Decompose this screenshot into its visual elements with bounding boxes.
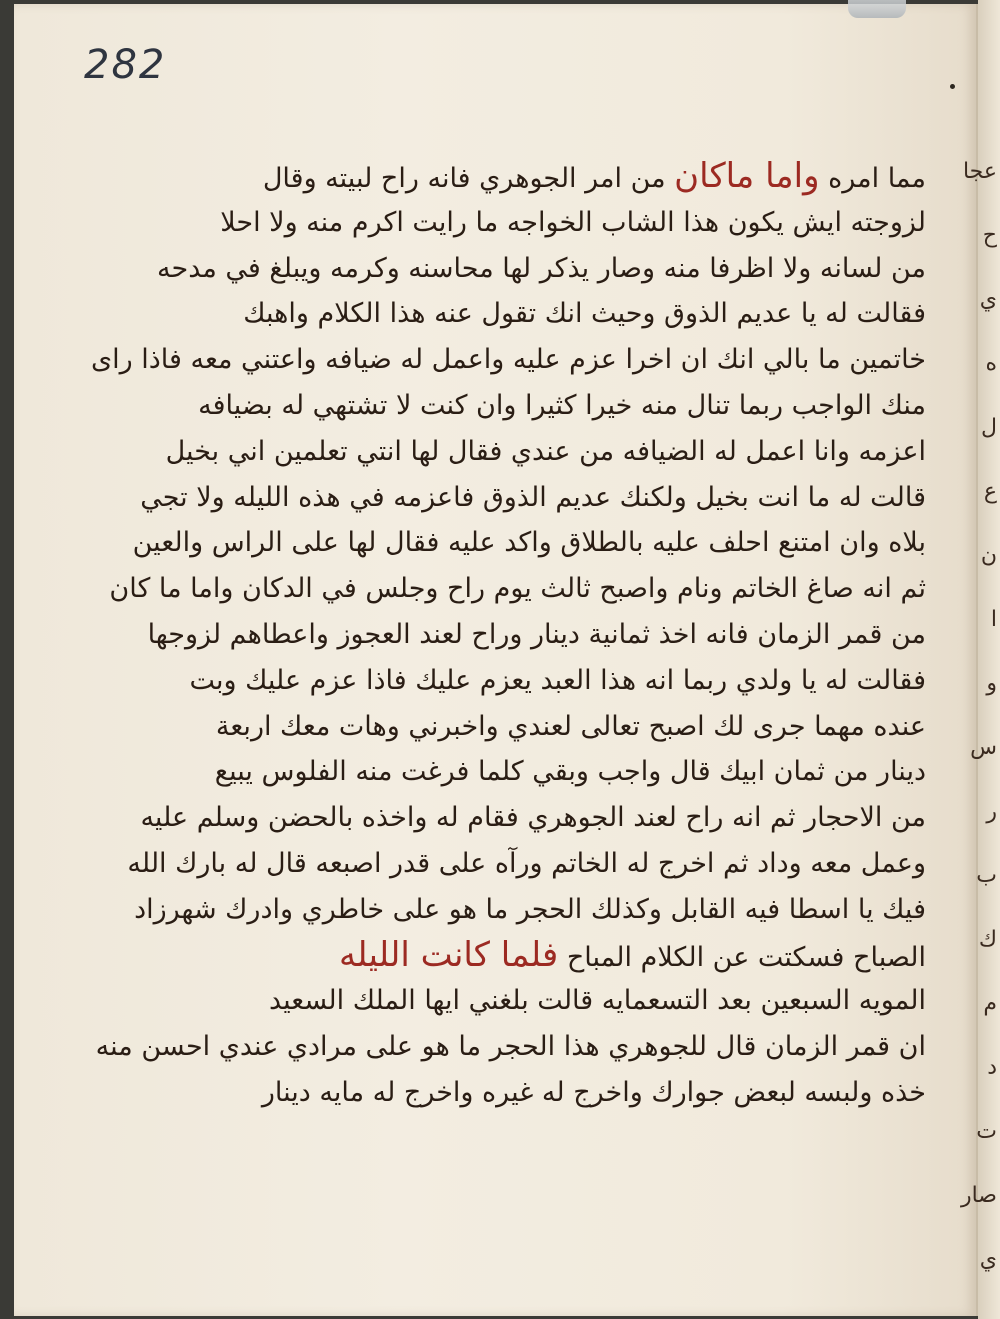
text-line: [147, 612, 926, 658]
text-block: [91, 154, 926, 1116]
rubric-heading: واما ماكان: [674, 156, 820, 196]
line-text: قالت له ما انت بخيل ولكنك عديم الذوق فاعزمه في هذه الليله ولا تجي: [140, 481, 926, 513]
text-line: [132, 520, 926, 566]
adjacent-fragment: ب: [976, 863, 997, 888]
text-line: [165, 429, 926, 475]
adjacent-fragment: و: [986, 671, 997, 696]
adjacent-fragment: س: [970, 735, 997, 760]
text-line: [140, 795, 926, 841]
text-line: [220, 200, 926, 246]
adjacent-fragment: ت: [976, 1119, 997, 1144]
text-line: [250, 978, 926, 1024]
text-line: [214, 749, 926, 795]
adjacent-fragment: م: [983, 991, 997, 1016]
rubric-heading: فلما كانت الليله: [338, 934, 559, 975]
line-text: منك الواجب ربما تنال منه خيرا كثيرا وان كنت لا تشتهي له بضيافه: [198, 389, 926, 421]
line-text: المويه السبعين بعد التسعمايه قالت بلغني ايها الملك السعيد: [268, 985, 926, 1017]
line-text: عنده مهما جرى لك اصبح تعالى لعندي واخبرني وهات معك اربعة: [215, 710, 926, 742]
line-text: فيك يا اسطا فيه القابل وكذلك الحجر ما هو على خاطري وادرك شهرزاد: [134, 893, 926, 925]
adjacent-page-edge: [960, 0, 1000, 1319]
line-text: بلاه وان امتنع احلف عليه بالطلاق واكد عليه فقال لها على الراس والعين: [132, 527, 926, 559]
text-line: [198, 383, 926, 429]
folio-number: 282: [84, 42, 167, 88]
text-line: [215, 704, 926, 750]
adjacent-fragment: ح: [982, 223, 997, 248]
text-line: [95, 1024, 926, 1070]
line-text: خاتمين ما بالي انك ان اخرا عزم عليه واعمل له ضيافه واعتني معه فاذا راى: [91, 344, 926, 376]
line-text: من قمر الزمان فانه اخذ ثمانية دينار وراح لعند العجوز واعطاهم لزوجها: [147, 618, 926, 650]
line-text: فقالت له يا ولدي ربما انه هذا العبد يعزم عليك فاذا عزم عليك وبت: [189, 664, 926, 696]
text-line: [157, 246, 926, 292]
line-text: اعزمه وانا اعمل له الضيافه من عندي فقال لها انتي تعلمين اني بخيل: [165, 435, 926, 467]
adjacent-fragment: ر: [986, 799, 997, 824]
line-text: وعمل معه وداد ثم اخرج له الخاتم ورآه على قدر اصبعه قال له بارك الله: [127, 847, 926, 879]
adjacent-fragment: ن: [980, 543, 997, 568]
line-text: دينار من ثمان ابيك قال واجب وبقي كلما فرغت منه الفلوس يبيع: [214, 756, 926, 788]
page-clip: [848, 0, 906, 18]
text-line: [134, 887, 926, 933]
adjacent-fragment: ك: [978, 927, 997, 952]
adjacent-page-fragments: [960, 140, 997, 1292]
line-text: من الاحجار ثم انه راح لعند الجوهري فقام له واخذه بالحضن وسلم عليه: [140, 802, 926, 834]
text-line: [250, 933, 926, 979]
text-line: [127, 841, 926, 887]
adjacent-fragment: ي: [979, 1247, 997, 1272]
line-text: من لسانه ولا اظرفا منه وصار يذكر لها محاسنه وكرمه ويبلغ في مدحه: [157, 252, 926, 284]
adjacent-fragment: ي: [979, 287, 997, 312]
adjacent-fragment: ل: [981, 415, 997, 440]
adjacent-fragment: د: [987, 1055, 997, 1080]
text-line: [140, 475, 926, 521]
manuscript-page: [14, 4, 978, 1316]
line-text: مما امره: [819, 163, 926, 194]
adjacent-fragment: صار: [960, 1183, 997, 1208]
text-line: [189, 658, 926, 704]
adjacent-fragment: ه: [985, 351, 997, 376]
line-text: لزوجته ايش يكون هذا الشاب الخواجه ما رايت اكرم منه ولا احلا: [220, 206, 926, 238]
line-text: ان قمر الزمان قال للجوهري هذا الحجر ما هو على مرادي عندي احسن منه: [95, 1031, 926, 1063]
ink-dot: [950, 84, 955, 89]
line-text: من امر الجوهري فانه راح لبيته وقال: [262, 163, 675, 194]
adjacent-fragment: ع: [983, 479, 997, 504]
text-line: [91, 337, 926, 383]
line-text: فقالت له يا عديم الذوق وحيث انك تقول عنه هذا الكلام واهبك: [243, 298, 926, 330]
line-text: خذه ولبسه لبعض جوارك واخرج له غيره واخرج له مايه دينار: [261, 1076, 926, 1108]
line-text: الصباح فسكتت عن الكلام المباح: [558, 941, 926, 973]
text-line: [250, 1070, 926, 1116]
adjacent-fragment: عجا: [962, 159, 997, 184]
text-line: [243, 291, 926, 337]
line-text: ثم انه صاغ الخاتم ونام واصبح ثالث يوم راح وجلس في الدكان واما ما كان: [109, 573, 926, 605]
adjacent-fragment: ا: [990, 607, 997, 632]
text-line: [250, 154, 926, 200]
text-line: [109, 566, 926, 612]
